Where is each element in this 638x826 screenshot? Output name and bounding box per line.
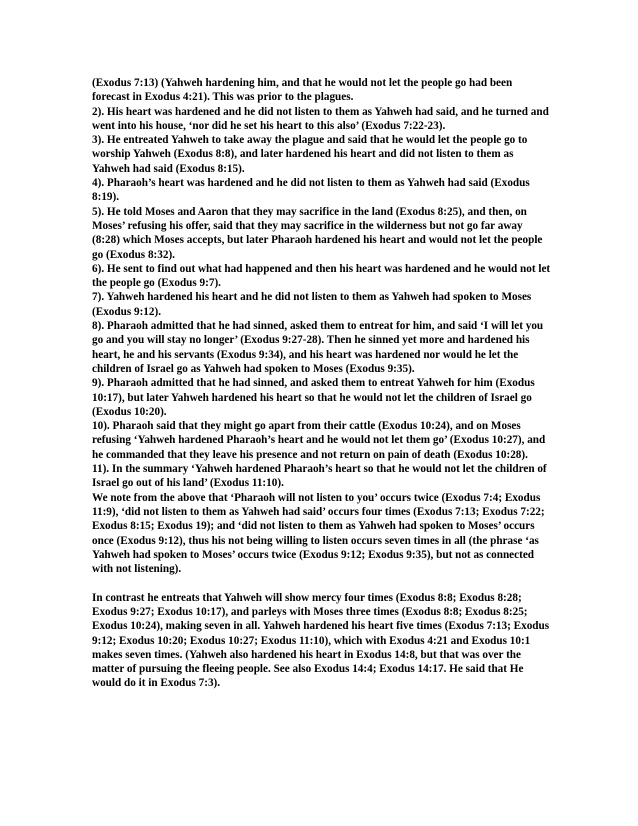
paragraph-item-3: 3). He entreated Yahweh to take away the plague and said that he would let the people go to worship Yahweh (Exodus 8:8), and later hardened his heart and did not listen to them as Yahweh had said (Exodus 8:15). [92,134,528,175]
paragraph-summary: We note from the above that ‘Pharaoh will not listen to you’ occurs twice (Exodus 7:4; Exodus 11:9), ‘did not listen to them as Yahweh had said’ occurs four times (Exodus 7:13; Exodus 7:22; Exodus 8:15; Exodus 19); and ‘did not listen to them as Yahweh had spoken to Moses’ occurs once (Exodus 9:12), thus his not being willing to listen occurs seven times in all (the phrase ‘as Yahweh had spoken to Moses’ occurs twice (Exodus 9:12; Exodus 9:35), but not as connected with not listening). [92,491,545,576]
paragraph-item-4: 4). Pharaoh’s heart was hardened and he did not listen to them as Yahweh had said (Exodus 8:19). [92,177,530,204]
paragraph-item-8: 8). Pharaoh admitted that he had sinned, asked them to entreat for him, and said ‘I will let you go and you will stay no longer’ (Exodus 9:27-28). Then he sinned yet more and hardened his heart, he and his servants (Exodus 9:34), and his heart was hardened nor would he let the children of Israel go as Yahweh had spoken to Moses (Exodus 9:35). [92,320,544,375]
paragraph-item-7: 7). Yahweh hardened his heart and he did not listen to them as Yahweh had spoken to Moses (Exodus 9:12). [92,291,532,318]
paragraph-item-10: 10). Pharaoh said that they might go apart from their cattle (Exodus 10:24), and on Moses refusing ‘Yahweh hardened Pharaoh’s heart and he would not let them go’ (Exodus 10:27), and he commanded that they leave his presence and not return on pain of death (Exodus 10:28). [92,420,546,461]
paragraph-exodus-7-13: (Exodus 7:13) (Yahweh hardening him, and that he would not let the people go had been forecast in Exodus 4:21). This was prior to the plagues. [92,77,513,104]
paragraph-item-9: 9). Pharaoh admitted that he had sinned, and asked them to entreat Yahweh for him (Exodus 10:17), but later Yahweh hardened his heart so that he would not let the children of Israel go (Exodus 10:20). [92,377,535,418]
document-page [92,76,552,691]
paragraph-item-6: 6). He sent to find out what had happened and then his heart was hardened and he would not let the people go (Exodus 9:7). [92,262,551,290]
paragraph-contrast: In contrast he entreats that Yahweh will show mercy four times (Exodus 8:8; Exodus 8:28; Exodus 9:27; Exodus 10:17), and parleys with Moses three times (Exodus 8:8; Exodus 8:25; Exodus 10:24), making seven in all. Yahweh hardened his heart five times (Exodus 7:13; Exodus 9:12; Exodus 10:20; Exodus 10:27; Exodus 11:10), which with Exodus 4:21 and Exodus 10:1 makes seven times. (Yahweh also hardened his heart in Exodus 14:8, but that was over the matter of pursuing the fleeing people. See also Exodus 14:4; Exodus 14:17. He said that He would do it in Exodus 7:3). [92,591,550,690]
paragraph-item-5: 5). He told Moses and Aaron that they may sacrifice in the land (Exodus 8:25), and then, on Moses’ refusing his offer, said that they may sacrifice in the wilderness but not go far away (8:28) which Moses accepts, but later Pharaoh hardened his heart and would not let the people go (Exodus 8:32). [92,205,543,261]
paragraph-item-11: 11). In the summary ‘Yahweh hardened Pharaoh’s heart so that he would not let the children of Israel go out of his land’ (Exodus 11:10). [92,463,547,490]
paragraph-item-2: 2). His heart was hardened and he did not listen to them as Yahweh had said, and he turned and went into his house, ‘nor did he set his heart to this also’ (Exodus 7:22-23). [92,105,549,132]
